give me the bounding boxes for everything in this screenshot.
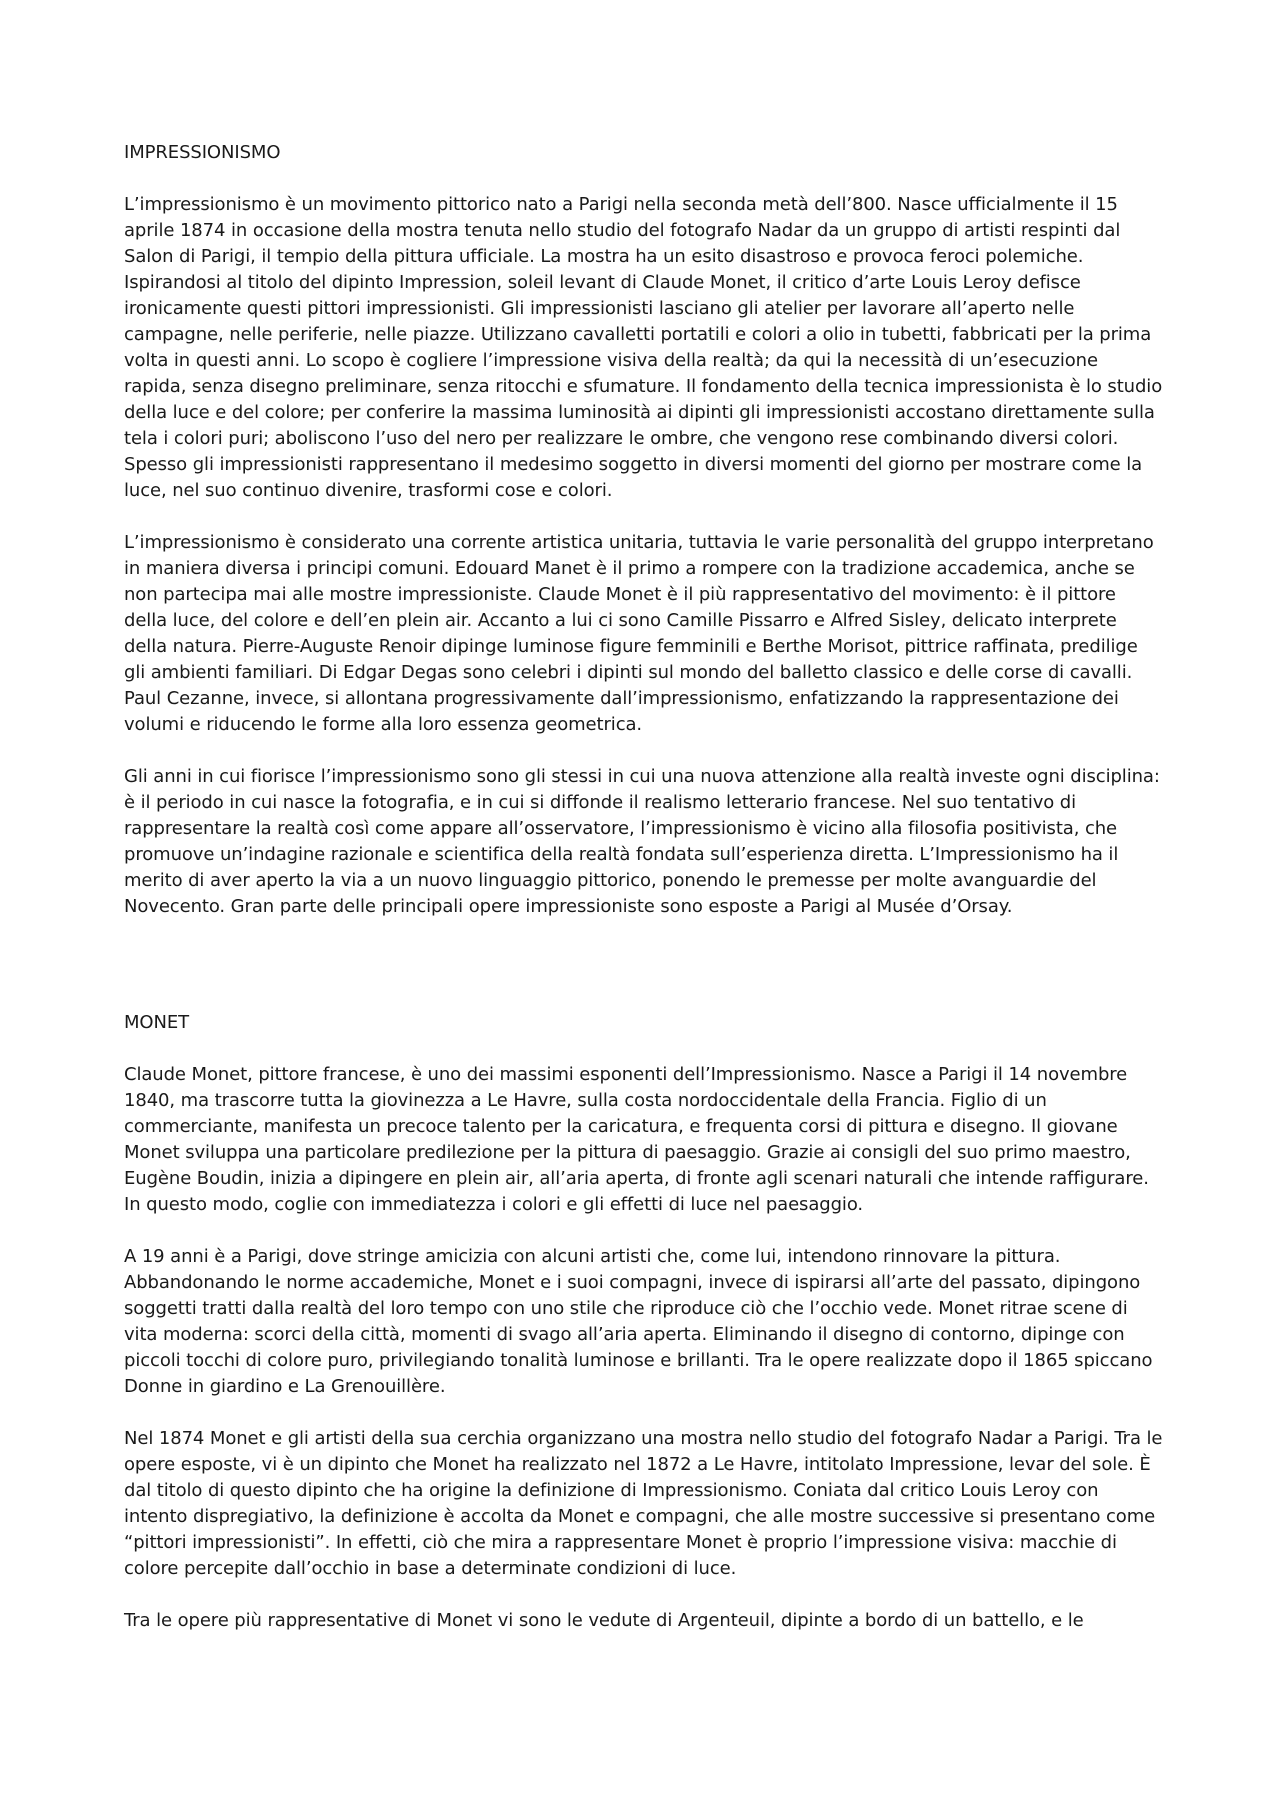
paragraph: Claude Monet, pittore francese, è uno dei massimi esponenti dell’Impressionismo. Nasce a Parigi il 14 novembre 1840, ma trascorre tutta la giovinezza a Le Havre, sulla costa nordoccidentale della Francia. Figlio di un commerciante, manifesta un precoce talento per la caricatura, e frequenta corsi di pittura e disegno. Il giovane Monet sviluppa una particolare predilezione per la pittura di paesaggio. Grazie ai consigli del suo primo maestro, Eugène Boudin, inizia a dipingere en plein air, all’aria aperta, di fronte agli scenari naturali che intende raffigurare. In questo modo, coglie con immediatezza i colori e gli effetti di luce nel paesaggio. xyxy=(124,1064,1149,1215)
section-heading: MONET xyxy=(124,1012,190,1033)
paragraph: Gli anni in cui fiorisce l’impressionismo sono gli stessi in cui una nuova attenzione alla realtà investe ogni disciplina: è il periodo in cui nasce la fotografia, e in cui si diffonde il realismo letterario francese. Nel suo tentativo di rappresentare la realtà così come appare all’osservatore, l’impressionismo è vicino alla filosofia positivista, che promuove un’indagine razionale e scientifica della realtà fondata sull’esperienza diretta. L’Impressionismo ha il merito di aver aperto la via a un nuovo linguaggio pittorico, ponendo le premesse per molte avanguardie del Novecento. Gran parte delle principali opere impressioniste sono esposte a Parigi al Musée d’Orsay. xyxy=(124,766,1160,917)
paragraph: L’impressionismo è un movimento pittorico nato a Parigi nella seconda metà dell’800. Nasce ufficialmente il 15 aprile 1874 in occasione della mostra tenuta nello studio del fotografo Nadar da un gruppo di artisti respinti dal Salon di Parigi, il tempio della pittura ufficiale. La mostra ha un esito disastroso e provoca feroci polemiche. Ispirandosi al titolo del dipinto Impression, soleil levant di Claude Monet, il critico d’arte Louis Leroy defisce ironicamente questi pittori impressionisti. Gli impressionisti lasciano gli atelier per lavorare all’aperto nelle campagne, nelle periferie, nelle piazze. Utilizzano cavalletti portatili e colori a olio in tubetti, fabbricati per la prima volta in questi anni. Lo scopo è cogliere l’impressione visiva della realtà; da qui la necessità di un’esecuzione rapida, senza disegno preliminare, senza ritocchi e sfumature. Il fondamento della tecnica impressionista è lo studio della luce e del colore; per conferire la massima luminosità ai dipinti gli impressionisti accostano direttamente sulla tela i colori puri; aboliscono l’uso del nero per realizzare le ombre, che vengono rese combinando diversi colori. Spesso gli impressionisti rappresentano il medesimo soggetto in diversi momenti del giorno per mostrare come la luce, nel suo continuo divenire, trasformi cose e colori. xyxy=(124,194,1163,501)
paragraph: A 19 anni è a Parigi, dove stringe amicizia con alcuni artisti che, come lui, intendono rinnovare la pittura. Abbandonando le norme accademiche, Monet e i suoi compagni, invece di ispirarsi all’arte del passato, dipingono soggetti tratti dalla realtà del loro tempo con uno stile che riproduce ciò che l’occhio vede. Monet ritrae scene di vita moderna: scorci della città, momenti di svago all’aria aperta. Eliminando il disegno di contorno, dipinge con piccoli tocchi di colore puro, privilegiando tonalità luminose e brillanti. Tra le opere realizzate dopo il 1865 spiccano Donne in giardino e La Grenouillère. xyxy=(124,1246,1153,1397)
paragraph: Tra le opere più rappresentative di Monet vi sono le vedute di Argenteuil, dipinte a bordo di un battello, e le xyxy=(124,1610,1084,1631)
paragraph: L’impressionismo è considerato una corrente artistica unitaria, tuttavia le varie personalità del gruppo interpretano in maniera diversa i principi comuni. Edouard Manet è il primo a rompere con la tradizione accademica, anche se non partecipa mai alle mostre impressioniste. Claude Monet è il più rappresentativo del movimento: è il pittore della luce, del colore e dell’en plein air. Accanto a lui ci sono Camille Pissarro e Alfred Sisley, delicato interprete della natura. Pierre-Auguste Renoir dipinge luminose figure femminili e Berthe Morisot, pittrice raffinata, predilige gli ambienti familiari. Di Edgar Degas sono celebri i dipinti sul mondo del balletto classico e delle corse di cavalli. Paul Cezanne, invece, si allontana progressivamente dall’impressionismo, enfatizzando la rappresentazione dei volumi e riducendo le forme alla loro essenza geometrica. xyxy=(124,532,1154,735)
paragraph: Nel 1874 Monet e gli artisti della sua cerchia organizzano una mostra nello studio del fotografo Nadar a Parigi. Tra le opere esposte, vi è un dipinto che Monet ha realizzato nel 1872 a Le Havre, intitolato Impressione, levar del sole. È dal titolo di questo dipinto che ha origine la definizione di Impressionismo. Coniata dal critico Louis Leroy con intento dispregiativo, la definizione è accolta da Monet e compagni, che alle mostre successive si presentano come “pittori impressionisti”. In effetti, ciò che mira a rappresentare Monet è proprio l’impressione visiva: macchie di colore percepite dall’occhio in base a determinate condizioni di luce. xyxy=(124,1428,1163,1579)
section-monet xyxy=(124,1010,1164,1634)
section-spacer xyxy=(124,946,1164,1010)
section-impressionismo xyxy=(124,140,1164,920)
section-heading: IMPRESSIONISMO xyxy=(124,142,281,163)
document-page xyxy=(124,140,1164,1660)
